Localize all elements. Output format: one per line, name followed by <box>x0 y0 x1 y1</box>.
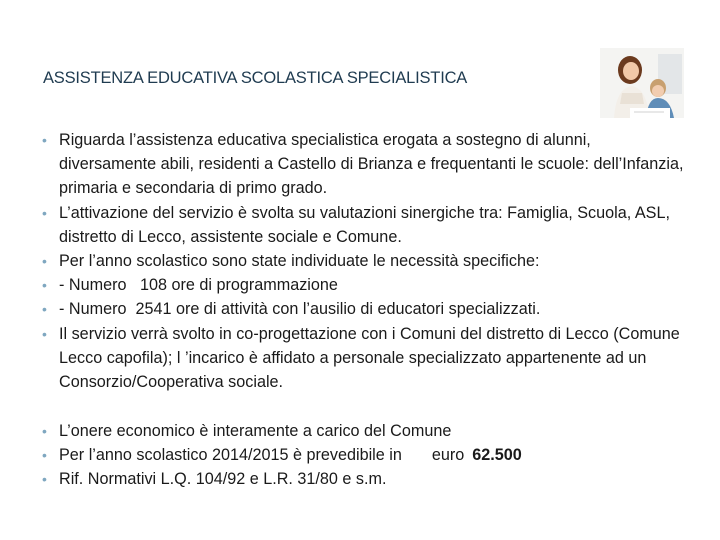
euro-label: euro <box>431 446 465 465</box>
list-item: • L’attivazione del servizio è svolta su valutazioni sinergiche tra: Famiglia, Scuola, ASL, distretto di Lecco, assistente sociale e Comune. <box>40 201 690 249</box>
slide-title: ASSISTENZA EDUCATIVA SCOLASTICA SPECIALISTICA <box>43 69 468 87</box>
list-item-normativi: • Rif. Normativi L.Q. 104/92 e L.R. 31/80 e s.m. <box>40 467 690 491</box>
list-item: • - Numero 108 ore di programmazione <box>40 273 690 297</box>
list-item-anno <box>40 443 690 467</box>
euro-amount: 62.500 <box>472 446 522 465</box>
list-item: • Per l’anno scolastico sono state individuate le necessità specifiche: <box>40 249 690 273</box>
list-item-onere: • L’onere economico è interamente a carico del Comune <box>40 419 690 443</box>
list-item: • - Numero 2541 ore di attività con l’ausilio di educatori specializzati. <box>40 297 690 321</box>
bullet-list-main <box>40 128 690 394</box>
list-item: • Riguarda l’assistenza educativa specialistica erogata a sostegno di alunni, diversamente abili, residenti a Castello di Brianza e frequentanti le scuole: dell’Infanzia, primaria e secondaria di primo grado. <box>40 128 690 201</box>
bullet-list-costs <box>40 419 690 492</box>
list-item: • Il servizio verrà svolto in co-progettazione con i Comuni del distretto di Lecco (Comune Lecco capofila); l ’incarico è affidato a personale specializzato appartenente ad un Consorzio/Cooperativa sociale. <box>40 322 690 395</box>
anno-text: Per l’anno scolastico 2014/2015 è prevedibile in <box>59 446 402 465</box>
teacher-child-photo <box>600 48 684 118</box>
